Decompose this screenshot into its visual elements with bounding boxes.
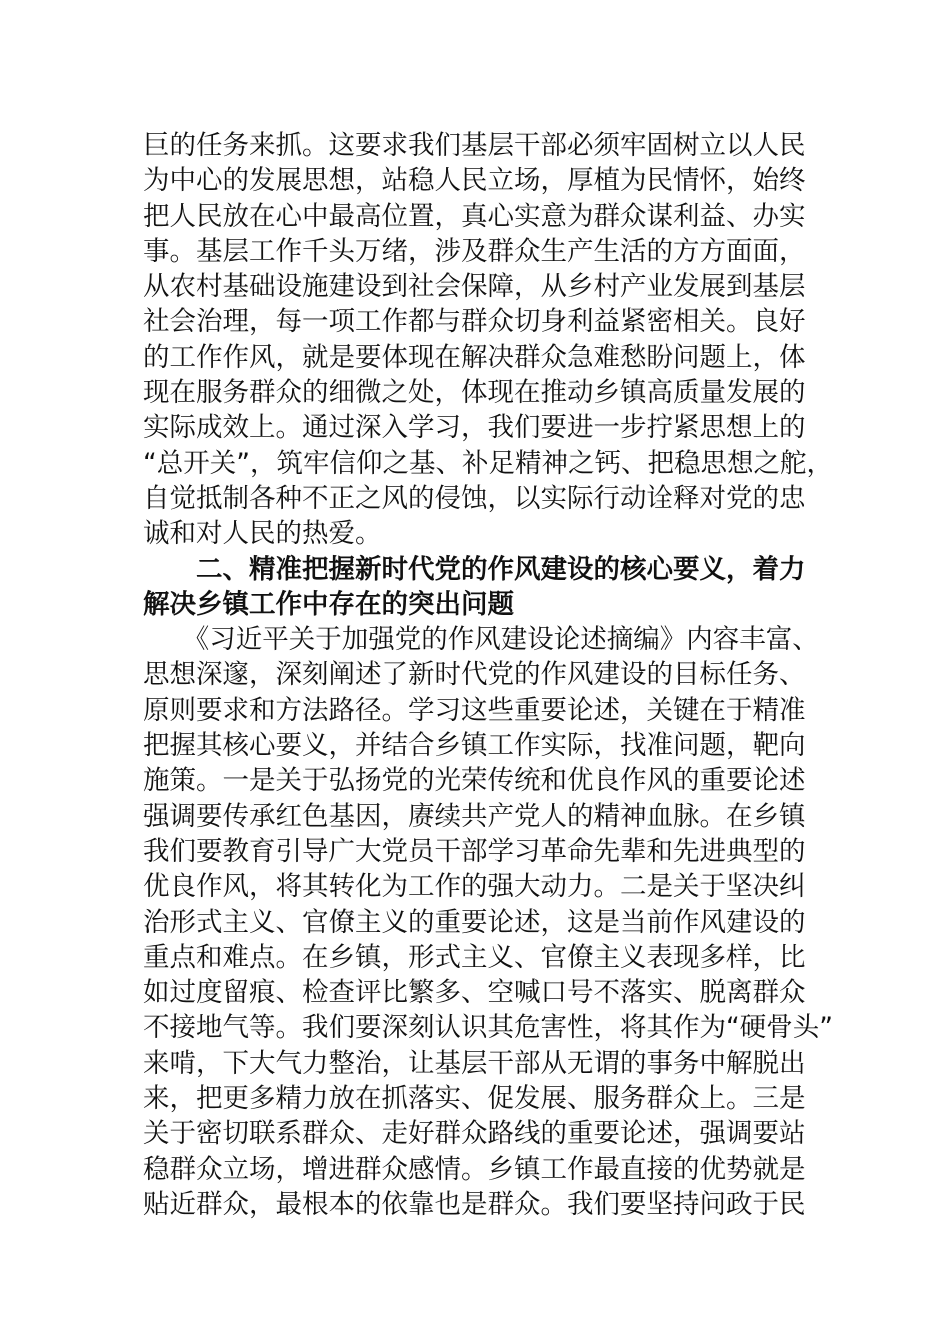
body-text-line: 强调要传承红色基因，赓续共产党人的精神血脉。在乡镇	[143, 800, 806, 832]
body-text-line: 优良作风，将其转化为工作的强大动力。二是关于坚决纠	[143, 871, 806, 903]
body-text-line: 我们要教育引导广大党员干部学习革命先辈和先进典型的	[143, 835, 806, 867]
body-text-line: 实际成效上。通过深入学习，我们要进一步拧紧思想上的	[143, 412, 806, 444]
body-text-line: 《习近平关于加强党的作风建设论述摘编》内容丰富、	[143, 624, 819, 656]
document-body	[143, 128, 843, 1222]
body-text-line: “总开关”，筑牢信仰之基、补足精神之钙、把稳思想之舵，	[143, 447, 833, 479]
body-text-line: 自觉抵制各种不正之风的侵蚀，以实际行动诠释对党的忠	[143, 482, 806, 514]
body-text-line: 把握其核心要义，并结合乡镇工作实际，找准问题，靶向	[143, 730, 806, 762]
body-text-line: 的工作作风，就是要体现在解决群众急难愁盼问题上，体	[143, 341, 806, 373]
body-text-line: 不接地气等。我们要深刻认识其危害性，将其作为“硬骨头”	[143, 1012, 833, 1044]
body-text-line: 把人民放在心中最高位置，真心实意为群众谋利益、办实	[143, 200, 806, 232]
body-text-line: 来，把更多精力放在抓落实、促发展、服务群众上。三是	[143, 1083, 806, 1115]
body-text-line: 诚和对人民的热爱。	[143, 518, 382, 550]
section-heading-line: 二、精准把握新时代党的作风建设的核心要义，着力	[143, 553, 806, 585]
body-text-line: 巨的任务来抓。这要求我们基层干部必须牢固树立以人民	[143, 130, 806, 161]
body-text-line: 来啃，下大气力整治，让基层干部从无谓的事务中解脱出	[143, 1047, 806, 1079]
body-text-line: 关于密切联系群众、走好群众路线的重要论述，强调要站	[143, 1118, 806, 1150]
body-text-line: 重点和难点。在乡镇，形式主义、官僚主义表现多样，比	[143, 941, 806, 973]
body-text-line: 思想深邃，深刻阐述了新时代党的作风建设的目标任务、	[143, 659, 806, 691]
body-text-line: 如过度留痕、检查评比繁多、空喊口号不落实、脱离群众	[143, 977, 806, 1009]
body-text-line: 现在服务群众的细微之处，体现在推动乡镇高质量发展的	[143, 377, 806, 409]
body-text-line: 从农村基础设施建设到社会保障，从乡村产业发展到基层	[143, 271, 806, 303]
section-heading-line: 解决乡镇工作中存在的突出问题	[143, 588, 514, 620]
body-text-line: 原则要求和方法路径。学习这些重要论述，关键在于精准	[143, 694, 806, 726]
body-text-line: 治形式主义、官僚主义的重要论述，这是当前作风建设的	[143, 906, 806, 938]
body-text-line: 为中心的发展思想，站稳人民立场，厚植为民情怀，始终	[143, 165, 806, 197]
body-text-line: 社会治理，每一项工作都与群众切身利益紧密相关。良好	[143, 306, 806, 338]
body-text-line: 稳群众立场，增进群众感情。乡镇工作最直接的优势就是	[143, 1153, 806, 1185]
body-text-line: 贴近群众，最根本的依靠也是群众。我们要坚持问政于民	[143, 1188, 806, 1220]
body-text-line: 施策。一是关于弘扬党的光荣传统和优良作风的重要论述	[143, 765, 806, 797]
body-text-line: 事。基层工作千头万绪，涉及群众生产生活的方方面面，	[143, 235, 806, 267]
